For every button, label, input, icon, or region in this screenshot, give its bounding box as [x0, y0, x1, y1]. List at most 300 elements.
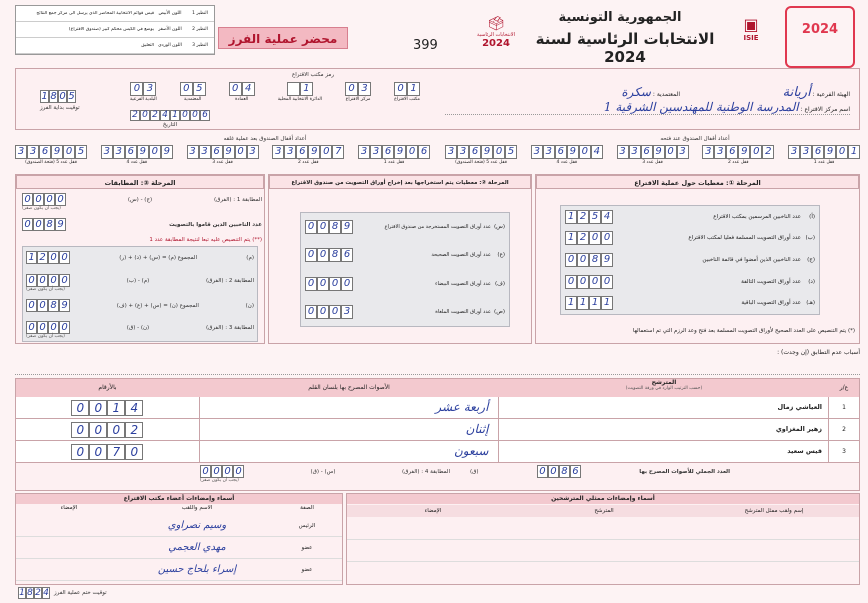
- sum-m-row: (م) المجموع (م) = (س) + (د) + (ر) 1 2 0 0: [26, 251, 254, 264]
- digit-cell: 6: [641, 145, 653, 159]
- digit-cell: 0: [577, 275, 589, 289]
- candidate-votes-digits: [16, 444, 199, 460]
- reps-header: إسم ولقب ممثل المترشح المترشح الإمضاء: [347, 505, 859, 517]
- stage1-title: المرحلة ①: معطيات حول عملية الاقتراع: [536, 175, 859, 189]
- digit-cell: 2: [37, 251, 48, 264]
- digit-cell: 6: [211, 145, 223, 159]
- code-group: [229, 82, 255, 102]
- digit-cell: 1: [19, 588, 25, 598]
- member-name: إسراء بلحاج حسين: [157, 564, 237, 575]
- polling-code: [130, 82, 420, 102]
- digit-cell: 3: [531, 145, 543, 159]
- digit-cell: 0: [89, 422, 107, 438]
- match3-value: [26, 321, 70, 334]
- lock-label: قفل عدد 4: [126, 160, 148, 165]
- row-label: عدد أوراق التصويت المستخرجة من صندوق الاقتراع: [384, 224, 491, 231]
- digit-cell: 0: [305, 248, 317, 262]
- stage2-title: المرحلة ②: معطيات يتم استخراجها بعد إخراج أوراق التصويت من صندوق الاقتراع: [269, 175, 531, 189]
- form-badge: محضر عملية الفرز: [218, 27, 348, 49]
- row-label: عدد الناخبين الذين أمضوا في قائمة الناخبين: [702, 256, 801, 263]
- stage2-rows: [300, 212, 510, 327]
- digit-cell: 6: [125, 145, 137, 159]
- members-title: أسماء وإمضاءات أعضاء مكتب الاقتراع: [16, 494, 342, 504]
- row-code: (هـ): [806, 300, 815, 307]
- digit-cell: 0: [200, 465, 211, 478]
- digit-cell: 6: [469, 145, 481, 159]
- digit-cell: 3: [113, 145, 125, 159]
- end-time: 1 8 2 4 توقيت ختم عملية الفرز: [19, 588, 107, 598]
- digit-cell: 5: [505, 145, 517, 159]
- digit-cell: 0: [180, 82, 193, 96]
- digit-cell: 3: [341, 305, 353, 319]
- members-rows: [16, 515, 342, 581]
- digit-cell: 0: [341, 277, 353, 291]
- member-role: عضو: [301, 566, 313, 573]
- digit-cell: 9: [308, 145, 320, 159]
- digit-cell: 6: [39, 145, 51, 159]
- row-label: عدد أوراق التصويت الصحيحة: [431, 252, 491, 259]
- member-row: [16, 559, 342, 581]
- row-label: عدد أوراق التصويت الباقية: [741, 300, 801, 307]
- digit-cell: 2: [577, 210, 589, 224]
- digit-cell: 1: [565, 231, 577, 245]
- row-label: عدد أوراق التصويت الملغاة: [435, 308, 491, 315]
- code-label: البلدية الفرعية: [130, 97, 157, 102]
- candidate-number: 3: [828, 441, 859, 462]
- digit-cell: 9: [341, 220, 353, 234]
- digit-cell: 2: [577, 231, 589, 245]
- digit-cell: 0: [836, 145, 848, 159]
- digit-cell: 0: [601, 275, 613, 289]
- digit-cell: 0: [329, 305, 341, 319]
- candidate-name: زهير المغزاوي: [498, 419, 828, 440]
- legend-code: النظير 2: [192, 27, 208, 32]
- lock-field: [272, 145, 344, 165]
- stage1-row: [561, 231, 819, 245]
- member-role: الرئيس: [298, 522, 316, 529]
- digit-cell: 9: [567, 145, 579, 159]
- lock-field: [101, 145, 173, 165]
- digit-cell: 3: [247, 145, 259, 159]
- stage2-row: [301, 305, 509, 319]
- digit-cell: 3: [272, 145, 284, 159]
- digit-cell: 3: [15, 145, 27, 159]
- stage1-row: [561, 253, 819, 267]
- digit-cell: 7: [332, 145, 344, 159]
- start-time: 1 8 0 5 توقيت بداية الفرز: [40, 91, 80, 111]
- digit-cell: 1: [565, 210, 577, 224]
- digit-cell: 0: [317, 305, 329, 319]
- digit-cell: 0: [601, 231, 613, 245]
- digit-cell: 9: [161, 145, 173, 159]
- voters-row: عدد الناخبين الذين قاموا بالتصويت 0 0 8 9: [22, 218, 262, 234]
- locks-before-title: أعداد أقفال الصندوق عند فتحه: [660, 136, 730, 142]
- digit-cell: 5: [75, 145, 87, 159]
- digit-cell: 0: [63, 145, 75, 159]
- digit-cell: 9: [738, 145, 750, 159]
- lock-label: قفل عدد 1: [383, 160, 405, 165]
- stage2-row: [301, 277, 509, 291]
- digit-cell: 4: [160, 110, 170, 121]
- digit-cell: 3: [284, 145, 296, 159]
- candidate-votes-words: إثنان: [199, 419, 499, 440]
- digit-cell: 3: [143, 82, 156, 96]
- candidate-name: العياشي زمال: [498, 397, 828, 418]
- digit-cell: 0: [71, 422, 89, 438]
- digit-cell: 0: [320, 145, 332, 159]
- digit-cell: 0: [140, 110, 150, 121]
- digit-cell: 0: [305, 305, 317, 319]
- legend-color: اللون الوردي: [158, 43, 182, 48]
- digit-cell: 6: [812, 145, 824, 159]
- reps-rows: [347, 518, 859, 582]
- digit-cell: 0: [750, 145, 762, 159]
- official-stamp: 2024: [785, 6, 855, 68]
- lock-label: قفل عدد 2: [297, 160, 319, 165]
- digit-cell: 9: [59, 299, 70, 312]
- digit-cell: 0: [665, 145, 677, 159]
- digit-cell: 0: [71, 444, 89, 460]
- subregion-field: الهيئة الفرعية : أريانة: [782, 85, 850, 100]
- digit-cell: 0: [37, 299, 48, 312]
- digit-cell: 0: [548, 465, 559, 478]
- digit-cell: 0: [329, 277, 341, 291]
- digit-cell: 0: [59, 251, 70, 264]
- lock-field: [445, 145, 517, 165]
- digit-cell: 0: [89, 444, 107, 460]
- match3-row: المطابقة 3 : (الفرق) (ن) - (ق) 0 0 0 0 (يجب أن يكون صفر): [26, 322, 254, 339]
- member-role: عضو: [301, 544, 313, 551]
- candidate-number: 1: [828, 397, 859, 418]
- candidate-votes-words: أربعة عشر: [199, 397, 499, 418]
- reps-title: أسماء وإمضاءات ممثلي المترشحين: [347, 494, 859, 504]
- digit-cell: 3: [445, 145, 457, 159]
- digit-cell: 1: [565, 296, 577, 310]
- digit-cell: 6: [200, 110, 210, 121]
- legend-color: اللون الأبيض: [158, 11, 182, 16]
- row-label: عدد أوراق التصويت التالفة: [741, 278, 801, 285]
- lock-label: قفل عدد 3: [642, 160, 663, 165]
- digit-cell: 0: [589, 231, 601, 245]
- digit-cell: 0: [89, 400, 107, 416]
- code-group: [130, 82, 157, 102]
- legend-code: النظير 3: [192, 43, 208, 48]
- sum-n-value: [26, 299, 70, 312]
- digit-cell: 3: [543, 145, 555, 159]
- digit-cell: 9: [223, 145, 235, 159]
- digit-cell: 0: [44, 193, 55, 206]
- legend-row: [16, 6, 214, 22]
- digit-cell: 9: [55, 218, 66, 231]
- digit-cell: [287, 82, 300, 96]
- members-header: الصفة الاسم واللقب الإمضاء: [60, 505, 314, 511]
- digit-cell: 0: [48, 321, 59, 334]
- digit-cell: 0: [149, 145, 161, 159]
- isie-emblem-icon: ▣: [743, 15, 759, 34]
- digit-cell: 4: [601, 210, 613, 224]
- digit-cell: 0: [130, 82, 143, 96]
- lock-field: [15, 145, 87, 165]
- page-title: الانتخابات الرئاسية لسنة 2024: [535, 30, 715, 66]
- row-label: عدد أوراق التصويت المسلمة فعليا لمكتب الاقتراع: [688, 235, 801, 242]
- legend-desc: التعليق: [141, 43, 154, 48]
- form-number: 399: [413, 38, 438, 53]
- digit-cell: 1: [26, 251, 37, 264]
- stage1-note: (*) يتم التنصيص على العدد الصحيح لأوراق التصويت المسلمة بعد فتح وعد الرزم التي تم استعمالها: [632, 328, 855, 334]
- digit-cell: 3: [702, 145, 714, 159]
- digit-cell: 3: [27, 145, 39, 159]
- match1-row: المطابقة 1 : (الفرق) (ج) - (س) 0 0 0 0 (يجب أن يكون صفر): [22, 194, 262, 211]
- digit-cell: 0: [26, 299, 37, 312]
- sum-m-value: [26, 251, 70, 264]
- digit-cell: 6: [570, 465, 581, 478]
- code-group: [345, 82, 371, 102]
- match2-note: (**) يتم التنصيص عليه تبعا لنتيجة المطابقة عدد 1: [149, 237, 262, 243]
- digit-cell: 3: [101, 145, 113, 159]
- stage2-row: [301, 220, 509, 234]
- candidate-votes-digits: [16, 400, 199, 416]
- digit-cell: 0: [48, 251, 59, 264]
- digit-cell: 0: [22, 193, 33, 206]
- member-name: مهدي العجمي: [168, 542, 226, 553]
- digit-cell: 0: [55, 193, 66, 206]
- code-label: العمادة: [235, 97, 249, 102]
- match4-value: [200, 465, 244, 478]
- digit-cell: 1: [601, 296, 613, 310]
- code-label: مركز الاقتراع: [345, 97, 371, 102]
- row-code: (ب): [805, 235, 815, 242]
- legend-desc: قيس قوائم الانتخابية المحاضر الذي يرسل الى مركز جمع النتائج: [36, 11, 154, 16]
- stage1-row: [561, 296, 819, 310]
- digit-cell: 1: [41, 91, 48, 102]
- total-votes-value: [537, 465, 581, 478]
- digit-cell: 2: [35, 588, 41, 598]
- match2-row: المطابقة 2 : (الفرق) (م) - (ب) 0 0 0 0 (يجب أن يكون صفر): [26, 275, 254, 292]
- digit-cell: 0: [33, 218, 44, 231]
- digit-cell: 8: [329, 248, 341, 262]
- digit-cell: 2: [130, 110, 140, 121]
- digit-cell: 0: [71, 400, 89, 416]
- digit-cell: 8: [589, 253, 601, 267]
- digit-cell: 2: [150, 110, 160, 121]
- row-code: (س): [493, 224, 505, 231]
- match4-row: المطابقة 4 : (الفرق) (س) - (ق) 0 0 0 0 (يجب أن يكون صفر): [200, 466, 450, 483]
- digit-cell: 8: [329, 220, 341, 234]
- lock-label: قفل عدد 1: [813, 160, 835, 165]
- election-logo: 🗳 الانتخابات الرئاسية 2024: [468, 16, 524, 62]
- digit-cell: 0: [59, 91, 66, 102]
- digit-cell: 5: [193, 82, 206, 96]
- digit-cell: 0: [59, 321, 70, 334]
- digit-cell: 3: [629, 145, 641, 159]
- code-group: [278, 82, 322, 102]
- digit-cell: 9: [653, 145, 665, 159]
- digit-cell: 1: [107, 400, 125, 416]
- digit-cell: 0: [22, 218, 33, 231]
- digit-cell: 4: [125, 400, 143, 416]
- digit-cell: 0: [394, 82, 407, 96]
- digit-cell: 0: [345, 82, 358, 96]
- digit-cell: 3: [677, 145, 689, 159]
- candidates-rows: [16, 397, 859, 463]
- row-code: (د): [808, 278, 815, 285]
- code-label: الدائرة الانتخابية المحلية: [277, 97, 323, 102]
- row-label: عدد أوراق التصويت البيضاء: [435, 280, 491, 287]
- digit-cell: 1: [300, 82, 313, 96]
- digit-cell: 6: [382, 145, 394, 159]
- member-row: [16, 515, 342, 537]
- digit-cell: 2: [125, 422, 143, 438]
- digit-cell: 8: [50, 91, 57, 102]
- digit-cell: 1: [577, 296, 589, 310]
- code-group: [180, 82, 206, 102]
- digit-cell: 0: [190, 110, 200, 121]
- match2-value: [26, 274, 70, 287]
- mismatch-reasons: أسباب عدم التطابق (إن وجدت) :: [15, 349, 860, 375]
- digit-cell: 3: [187, 145, 199, 159]
- row-code: (أ): [809, 213, 815, 220]
- digit-cell: 0: [317, 220, 329, 234]
- digit-cell: 0: [180, 110, 190, 121]
- row-label: عدد الناخبين المرسمين بمكتب الاقتراع: [713, 213, 801, 220]
- lock-field: [788, 145, 860, 165]
- digit-cell: 0: [59, 274, 70, 287]
- digit-cell: 3: [800, 145, 812, 159]
- lock-field: [187, 145, 259, 165]
- digit-cell: 6: [418, 145, 430, 159]
- digit-cell: 0: [37, 274, 48, 287]
- match1-value: [22, 193, 66, 206]
- digit-cell: 9: [824, 145, 836, 159]
- digit-cell: 3: [788, 145, 800, 159]
- sum-n-row: (ن) المجموع (ن) = (س) + (ع) + (ف) 0 0 8 9: [26, 299, 254, 312]
- legend-code: النظير 1: [192, 11, 208, 16]
- isie-logo: ▣ ISIE: [730, 15, 772, 61]
- candidate-votes-digits: [16, 422, 199, 438]
- digit-cell: 9: [394, 145, 406, 159]
- row-code: (ج): [807, 256, 815, 263]
- code-label: مكتب الاقتراع: [394, 97, 420, 102]
- digit-cell: 8: [48, 299, 59, 312]
- digit-cell: 4: [591, 145, 603, 159]
- stage1-row: [561, 275, 819, 289]
- digit-cell: 5: [589, 210, 601, 224]
- digit-cell: 9: [51, 145, 63, 159]
- digit-cell: 0: [317, 248, 329, 262]
- stage2-row: [301, 248, 509, 262]
- digit-cell: 5: [68, 91, 75, 102]
- digit-cell: 9: [137, 145, 149, 159]
- code-group: [394, 82, 420, 102]
- digit-cell: 0: [305, 277, 317, 291]
- legend-row: [16, 22, 214, 38]
- lock-label: قفل عدد 4: [556, 160, 578, 165]
- lock-field: [617, 145, 689, 165]
- digit-cell: 0: [579, 145, 591, 159]
- candidate-number: 2: [828, 419, 859, 440]
- digit-cell: 3: [358, 145, 370, 159]
- candidate-row: [16, 419, 859, 441]
- digit-cell: 6: [341, 248, 353, 262]
- lock-label: قفل عدد 2: [727, 160, 749, 165]
- digit-cell: 0: [33, 193, 44, 206]
- digit-cell: 0: [48, 274, 59, 287]
- digit-cell: 2: [762, 145, 774, 159]
- digit-cell: 0: [107, 422, 125, 438]
- date-field: 2 0 2 4 1 0 0 6 التاريخ: [130, 110, 210, 128]
- voting-box-icon: 🗳: [487, 16, 505, 32]
- lock-label: قفل عدد 3: [212, 160, 233, 165]
- digit-cell: 3: [457, 145, 469, 159]
- digit-cell: 0: [26, 321, 37, 334]
- legend-desc: يوضع في الكيس محكم كبير (صندوق الاقتراع): [68, 27, 154, 32]
- digit-cell: 1: [407, 82, 420, 96]
- digit-cell: 0: [537, 465, 548, 478]
- digit-cell: 9: [481, 145, 493, 159]
- row-code: (ع): [497, 252, 505, 259]
- digit-cell: 0: [37, 321, 48, 334]
- digit-cell: 6: [296, 145, 308, 159]
- lock-field: [702, 145, 774, 165]
- row-code: (ف): [495, 280, 505, 287]
- digit-cell: 0: [229, 82, 242, 96]
- candidate-name: قيس سعيد: [498, 441, 828, 462]
- digit-cell: 0: [222, 465, 233, 478]
- member-row: [16, 537, 342, 559]
- digit-cell: 0: [565, 275, 577, 289]
- row-code: (ص): [494, 308, 505, 315]
- lock-label: قفل عدد 5 (فتحة الصندوق): [25, 160, 77, 165]
- digit-cell: 3: [358, 82, 371, 96]
- voters-value: [22, 218, 66, 231]
- candidates-header: ع/ر المترشح (حسب الترتيب الوارد في ورقة التصويت) الأصوات المصرح بها بلسان القلم بالأرقام: [16, 379, 859, 397]
- digit-cell: 0: [235, 145, 247, 159]
- digit-cell: 3: [199, 145, 211, 159]
- total-votes-row: العدد الجملي للأصوات المصرح بها 0 0 8 6 (ق): [470, 466, 730, 477]
- digit-cell: 3: [617, 145, 629, 159]
- candidate-votes-words: سبعون: [199, 441, 499, 462]
- digit-cell: 9: [601, 253, 613, 267]
- legend-table: [15, 5, 215, 55]
- lock-label: قفل عدد 5 (فتحة الصندوق): [455, 160, 507, 165]
- digit-cell: 6: [726, 145, 738, 159]
- locks-after: [15, 145, 430, 172]
- digit-cell: 3: [714, 145, 726, 159]
- member-name: وسيم نصراوي: [167, 520, 227, 531]
- digit-cell: 8: [44, 218, 55, 231]
- digit-cell: 6: [555, 145, 567, 159]
- locks-after-title: أعداد أقفال الصندوق بعد عملية غلقه: [223, 136, 307, 142]
- digit-cell: 1: [170, 110, 180, 121]
- candidate-row: [16, 397, 859, 419]
- stage1-row: [561, 210, 819, 224]
- digit-cell: 0: [406, 145, 418, 159]
- digit-cell: 0: [577, 253, 589, 267]
- delegation-field: المعتمدية : سكرة: [621, 85, 680, 99]
- digit-cell: 0: [26, 274, 37, 287]
- legend-color: اللون الأصفر: [158, 27, 182, 32]
- code-label: رمز مكتب الاقتراع: [292, 72, 334, 78]
- digit-cell: 4: [43, 588, 49, 598]
- code-label: المعتمدية: [184, 97, 202, 102]
- lock-field: [358, 145, 430, 165]
- digit-cell: 0: [589, 275, 601, 289]
- digit-cell: 0: [211, 465, 222, 478]
- locks-before: [445, 145, 860, 172]
- lock-field: [531, 145, 603, 165]
- digit-cell: 0: [125, 444, 143, 460]
- digit-cell: 8: [27, 588, 33, 598]
